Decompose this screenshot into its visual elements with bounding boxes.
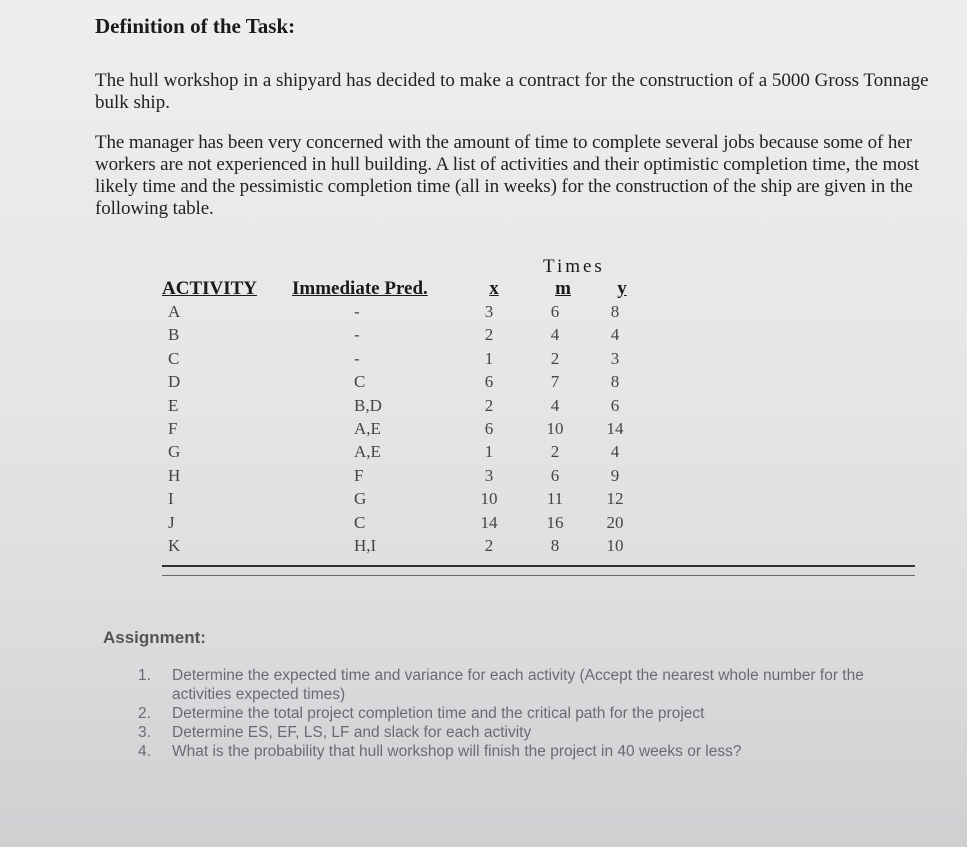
m-cell: 11 xyxy=(546,489,564,509)
x-cell: 6 xyxy=(484,372,494,392)
assignment-heading: Assignment: xyxy=(103,628,206,647)
list-text: Determine the total project completion time and the critical path for the project xyxy=(172,705,705,722)
list-text: Determine ES, EF, LS, LF and slack for each activity xyxy=(172,724,532,741)
y-cell: 10 xyxy=(606,535,624,555)
table-bottom-rule-shadow xyxy=(162,575,915,576)
x-cell: 2 xyxy=(484,325,494,345)
activity-cell: B xyxy=(168,325,180,345)
x-cell: 1 xyxy=(484,442,494,462)
pred-cell: H,I xyxy=(354,535,377,555)
activity-cell: J xyxy=(168,512,175,532)
y-cell: 4 xyxy=(610,325,620,345)
list-text: What is the probability that hull workshop will finish the project in 40 weeks or less? xyxy=(172,743,742,760)
y-cell: 9 xyxy=(610,465,620,485)
x-cell: 1 xyxy=(484,348,494,368)
table-row xyxy=(160,370,640,393)
pred-cell: F xyxy=(354,465,364,485)
table-row xyxy=(160,394,640,417)
table-row xyxy=(160,511,640,534)
table-row xyxy=(160,440,640,463)
y-cell: 12 xyxy=(606,489,624,509)
list-item xyxy=(130,723,920,742)
y-cell: 6 xyxy=(610,395,620,415)
x-cell: 14 xyxy=(480,512,498,532)
list-number: 4. xyxy=(138,743,151,760)
y-cell: 8 xyxy=(610,372,620,392)
y-header: y xyxy=(617,278,627,299)
x-cell: 10 xyxy=(480,489,498,509)
table-bottom-rule xyxy=(162,565,915,567)
x-cell: 3 xyxy=(484,465,494,485)
table-row xyxy=(160,323,640,346)
m-cell: 6 xyxy=(550,465,560,485)
activity-cell: K xyxy=(168,535,181,555)
pred-cell: - xyxy=(354,348,360,368)
m-cell: 2 xyxy=(550,442,560,462)
y-cell: 14 xyxy=(606,418,624,438)
activity-cell: C xyxy=(168,348,180,368)
assignment-list xyxy=(130,666,920,761)
activity-cell: E xyxy=(168,395,179,415)
y-cell: 4 xyxy=(610,442,620,462)
list-item xyxy=(130,742,920,761)
activity-cell: G xyxy=(168,442,181,462)
pred-cell: - xyxy=(354,302,360,321)
pred-cell: B,D xyxy=(354,395,382,415)
m-cell: 16 xyxy=(546,512,564,532)
activity-cell: A xyxy=(168,302,181,321)
list-item xyxy=(130,666,920,704)
m-cell: 4 xyxy=(550,395,560,415)
pred-cell: C xyxy=(354,512,366,532)
table-row xyxy=(160,487,640,510)
pred-cell: A,E xyxy=(354,418,381,438)
x-header: x xyxy=(489,278,499,299)
list-number: 3. xyxy=(138,724,151,741)
activity-cell: I xyxy=(168,489,174,509)
table-row xyxy=(160,417,640,440)
x-cell: 3 xyxy=(484,302,494,321)
m-cell: 2 xyxy=(550,348,560,368)
list-number: 2. xyxy=(138,705,151,722)
table-row xyxy=(160,347,640,370)
manager-paragraph: The manager has been very concerned with the amount of time to complete several jobs because some of her workers are not experienced in hull building. A list of activities and their optimistic completion time, the most likely time and the pessimistic completion time (all in weeks) for the construction of the ship are given in the following table. xyxy=(95,132,920,219)
intro-paragraph: The hull workshop in a shipyard has decided to make a contract for the construction of a 5000 Gross Tonnage bulk ship. xyxy=(95,70,929,113)
m-cell: 7 xyxy=(550,372,560,392)
activity-header: ACTIVITY xyxy=(162,278,258,299)
pred-cell: A,E xyxy=(354,442,381,462)
list-number: 1. xyxy=(138,667,151,684)
table-row xyxy=(160,300,640,323)
pred-cell: G xyxy=(354,489,367,509)
pred-cell: - xyxy=(354,325,360,345)
x-cell: 2 xyxy=(484,535,494,555)
m-cell: 6 xyxy=(550,302,560,321)
table-row xyxy=(160,534,640,557)
activity-cell: H xyxy=(168,465,181,485)
y-cell: 3 xyxy=(610,348,620,368)
pred-header: Immediate Pred. xyxy=(292,278,428,299)
m-cell: 8 xyxy=(550,535,560,555)
times-label: Times xyxy=(543,256,605,277)
x-cell: 6 xyxy=(484,418,494,438)
task-heading: Definition of the Task: xyxy=(95,14,296,38)
x-cell: 2 xyxy=(484,395,494,415)
y-cell: 20 xyxy=(606,512,624,532)
m-cell: 10 xyxy=(546,418,564,438)
list-item xyxy=(130,704,920,723)
m-header: m xyxy=(555,278,571,299)
activity-table xyxy=(160,300,640,557)
activity-cell: D xyxy=(168,372,181,392)
m-cell: 4 xyxy=(550,325,560,345)
activity-cell: F xyxy=(168,418,178,438)
list-text: Determine the expected time and variance for each activity (Accept the nearest whole number for the activities expected times) xyxy=(172,667,864,703)
y-cell: 8 xyxy=(610,302,620,321)
pred-cell: C xyxy=(354,372,366,392)
table-row xyxy=(160,464,640,487)
